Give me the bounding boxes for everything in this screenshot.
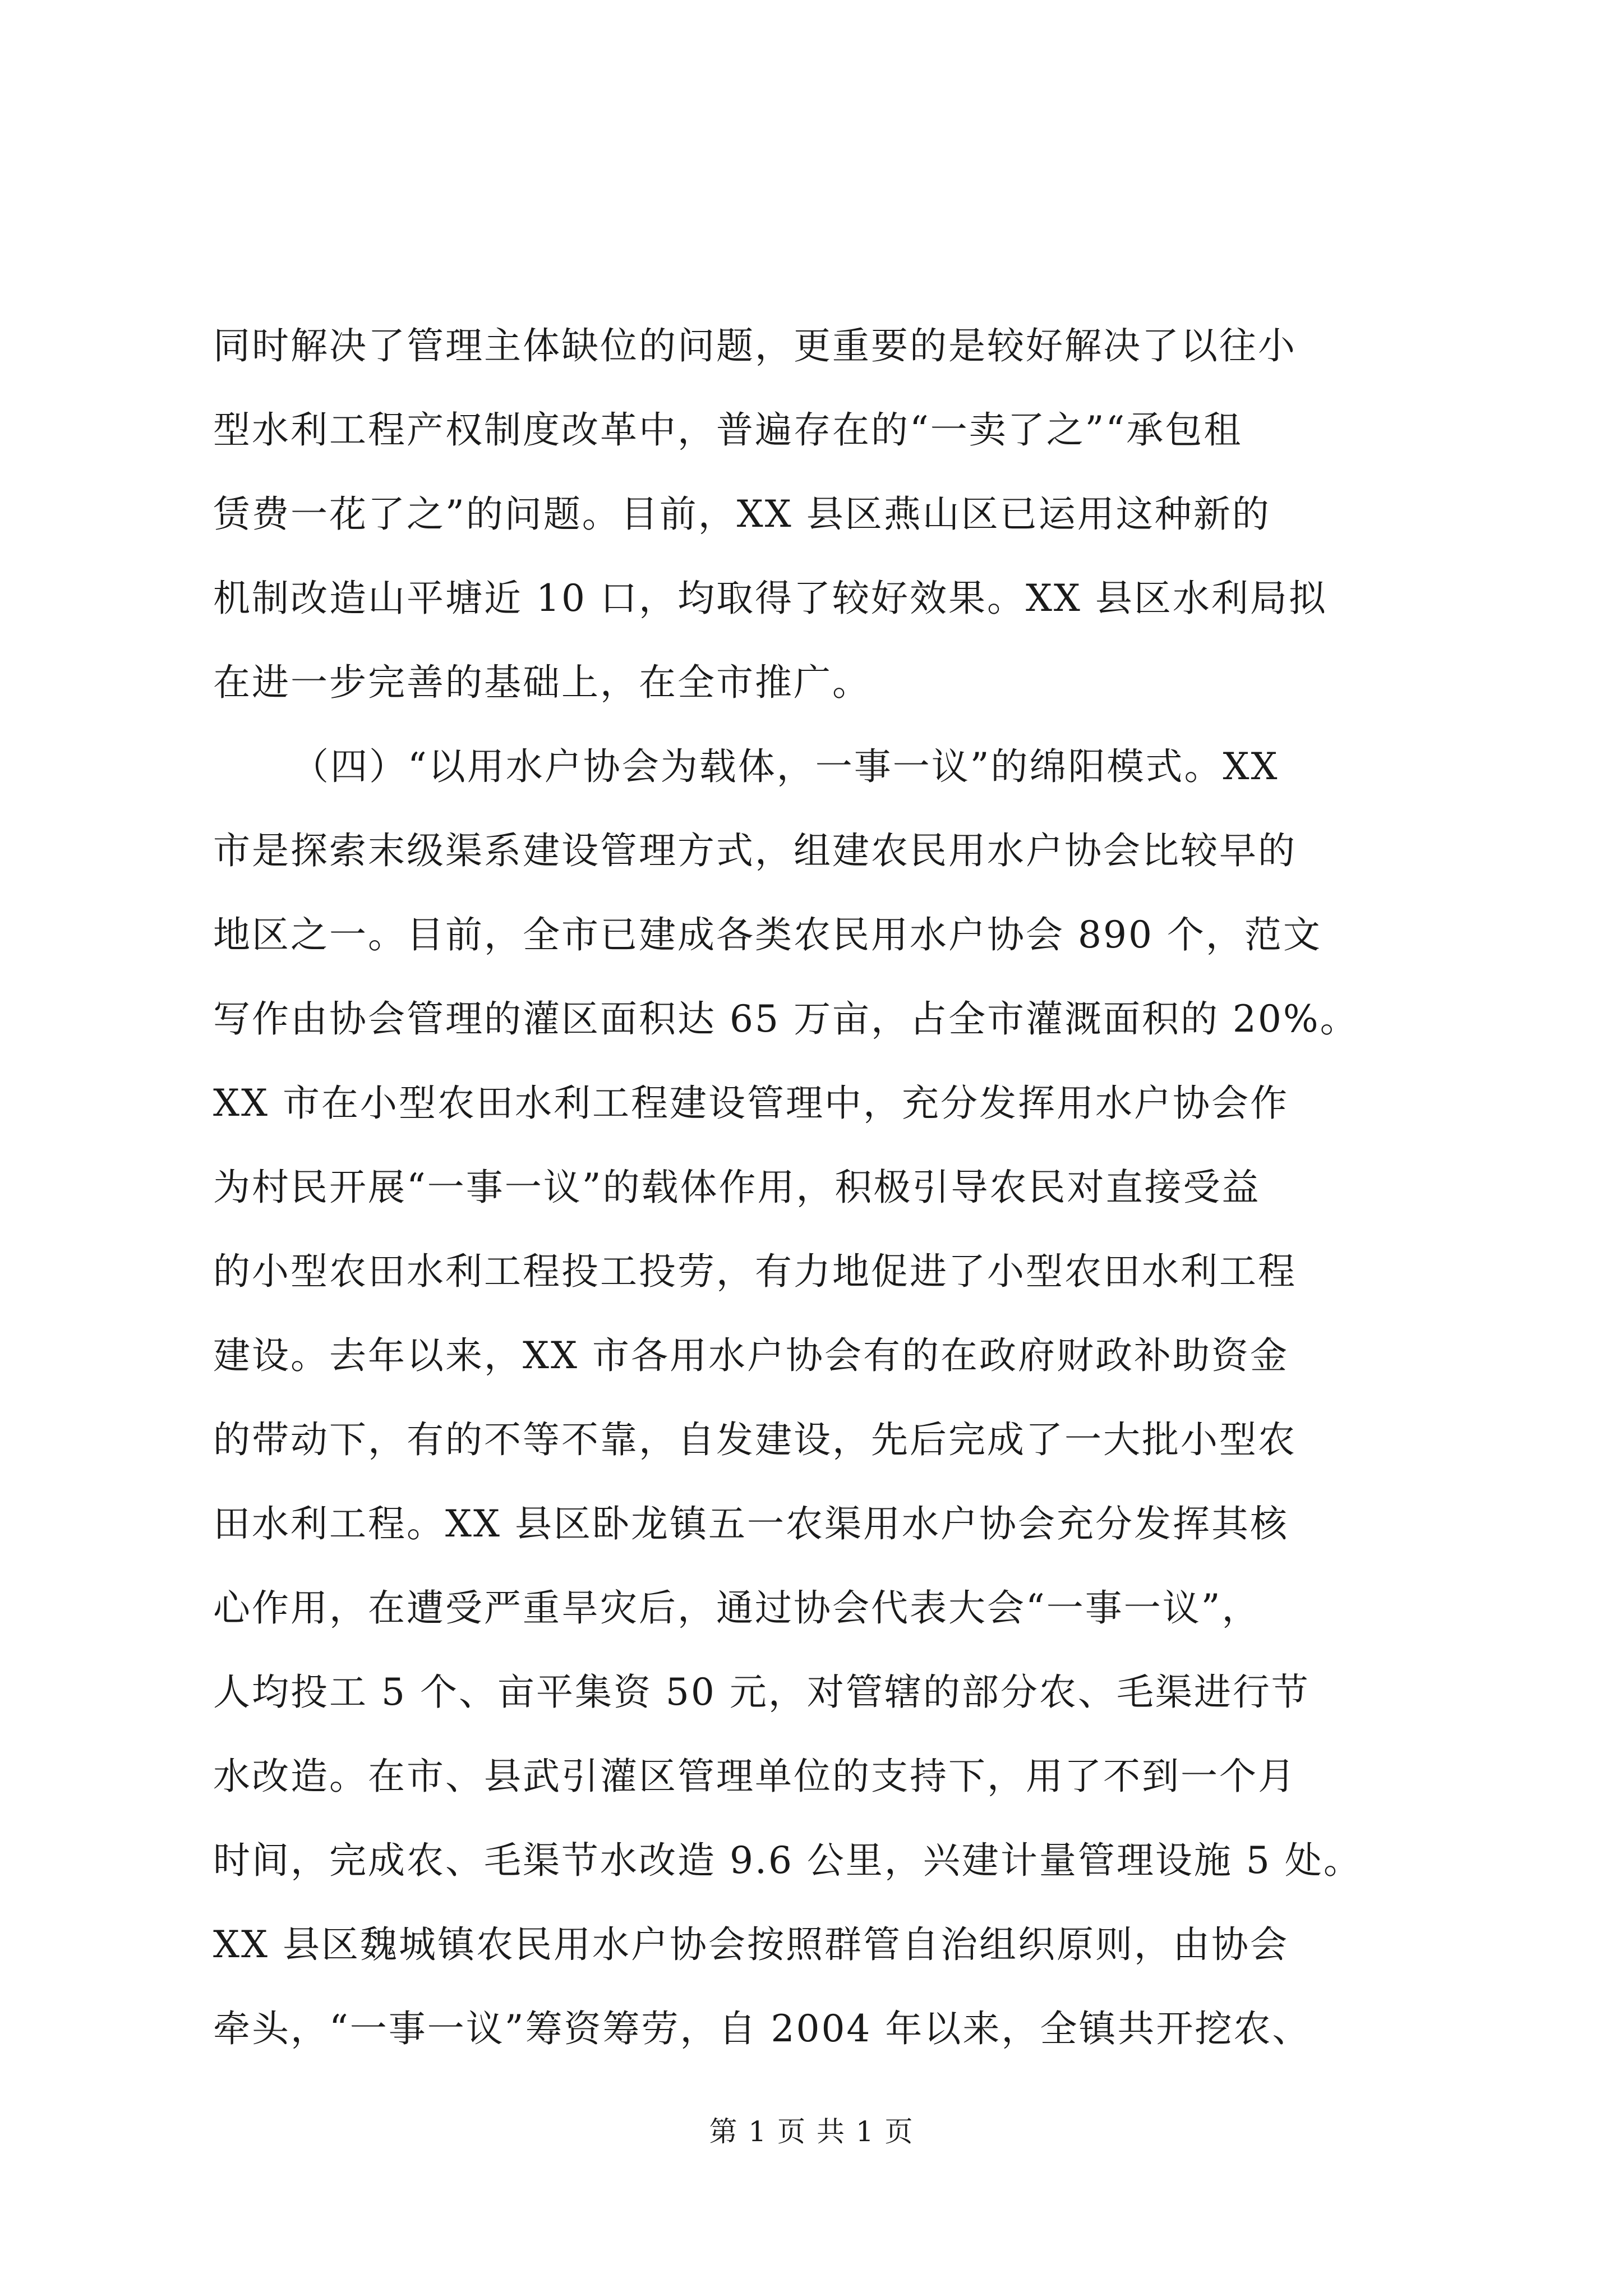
text-line: 型水利工程产权制度改革中，普遍存在的“一卖了之”“承包租 — [213, 408, 1243, 452]
text-line: 的小型农田水利工程投工投劳，有力地促进了小型农田水利工程 — [213, 1250, 1297, 1293]
text-line: 在进一步完善的基础上，在全市推广。 — [213, 661, 871, 704]
text-line: 同时解决了管理主体缺位的问题，更重要的是较好解决了以往小 — [213, 324, 1297, 367]
text-line: 田水利工程。XX 县区卧龙镇五一农渠用水户协会充分发挥其核 — [213, 1502, 1289, 1545]
text-line: 水改造。在市、县武引灌区管理单位的支持下，用了不到一个月 — [213, 1755, 1297, 1798]
text-line: 市是探索末级渠系建设管理方式，组建农民用水户协会比较早的 — [213, 829, 1297, 872]
text-line: 牵头，“一事一议”筹资筹劳，自 2004 年以来，全镇共开挖农、 — [213, 2007, 1311, 2050]
text-line: 为村民开展“一事一议”的载体作用，积极引导农民对直接受益 — [213, 1166, 1261, 1209]
text-line: 的带动下，有的不等不靠，自发建设，先后完成了一大批小型农 — [213, 1418, 1297, 1461]
text-line: 写作由协会管理的灌区面积达 65 万亩，占全市灌溉面积的 20%。 — [213, 997, 1359, 1041]
text-line: 人均投工 5 个、亩平集资 50 元，对管辖的部分农、毛渠进行节 — [213, 1671, 1310, 1714]
text-line: XX 县区魏城镇农民用水户协会按照群管自治组织原则，由协会 — [213, 1923, 1289, 1966]
text-line: XX 市在小型农田水利工程建设管理中，充分发挥用水户协会作 — [213, 1082, 1289, 1125]
text-line: 心作用，在遭受严重旱灾后，通过协会代表大会“一事一议”， — [213, 1586, 1261, 1630]
section-heading-line: （四）“以用水户协会为载体，一事一议”的绵阳模式。XX — [292, 745, 1279, 788]
text-line: 赁费一花了之”的问题。目前，XX 县区燕山区已运用这种新的 — [213, 493, 1271, 536]
body-text — [213, 304, 1469, 2071]
page-number-label: 第 1 页 共 1 页 — [709, 2115, 914, 2148]
text-line: 地区之一。目前，全市已建成各类农民用水户协会 890 个，范文 — [213, 913, 1322, 956]
text-line: 时间，完成农、毛渠节水改造 9.6 公里，兴建计量管理设施 5 处。 — [213, 1839, 1362, 1882]
text-line: 机制改造山平塘近 10 口，均取得了较好效果。XX 县区水利局拟 — [213, 577, 1327, 620]
text-line: 建设。去年以来，XX 市各用水户协会有的在政府财政补助资金 — [213, 1334, 1289, 1377]
page-footer — [0, 2115, 1623, 2148]
